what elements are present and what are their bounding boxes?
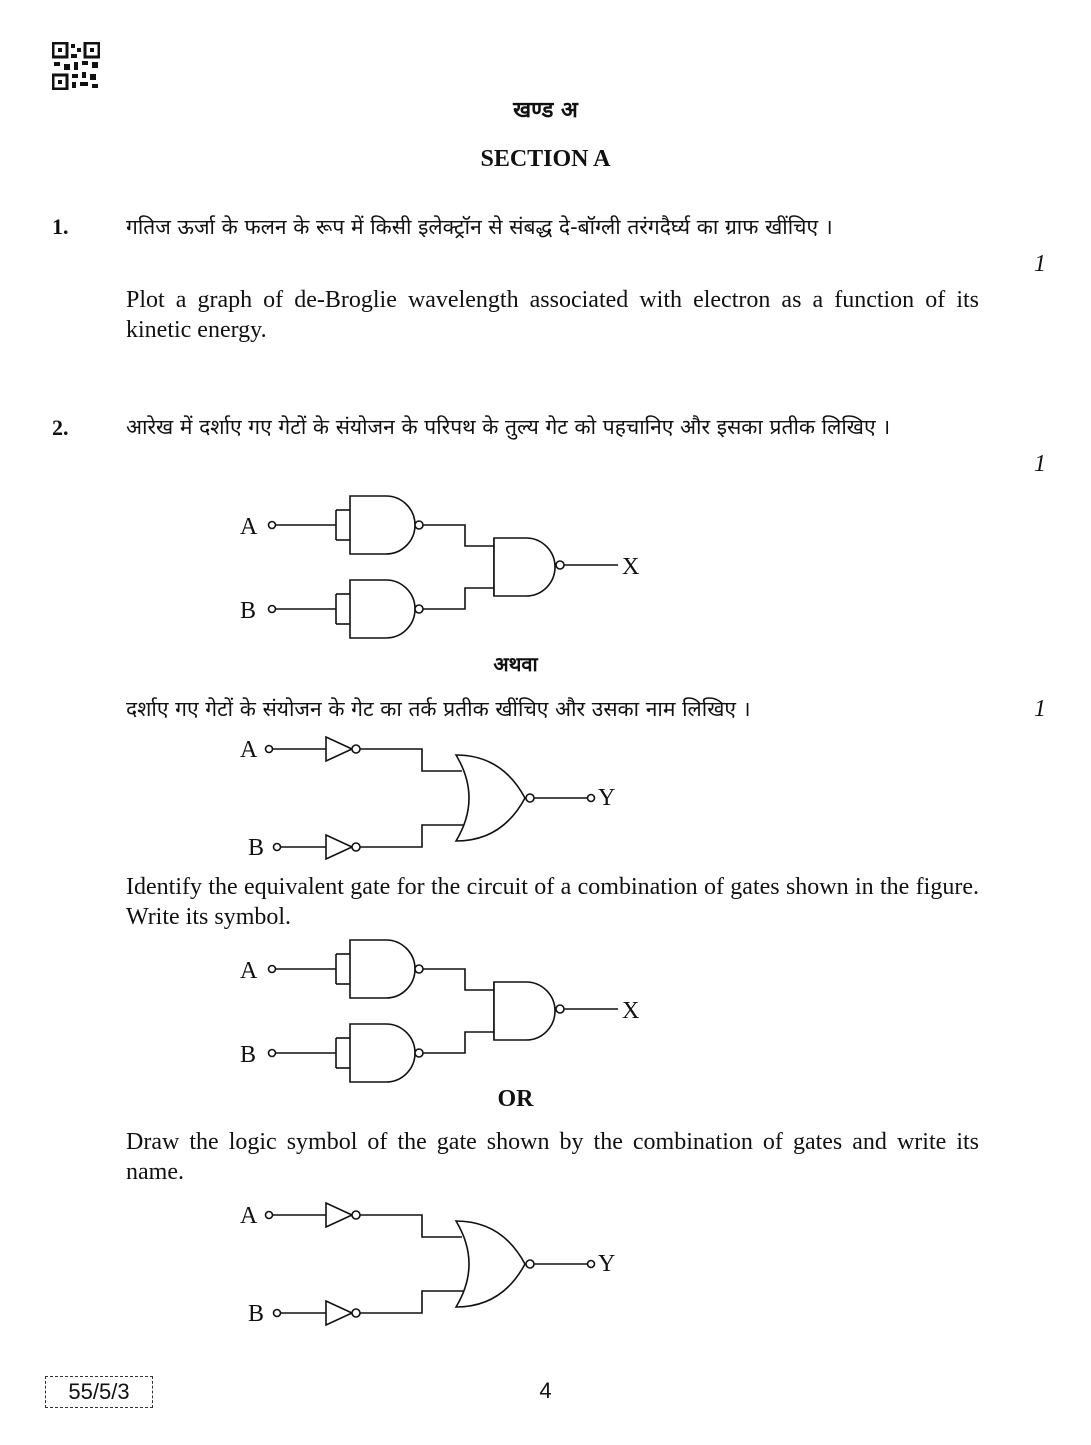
section-heading-hindi: खण्ड अ	[513, 97, 578, 123]
output-label: X	[622, 998, 640, 1024]
paper-code: 55/5/3	[45, 1376, 153, 1408]
input-a-label: A	[240, 737, 258, 763]
question-text: Plot a graph of de-Broglie wavelength associated with electron as a function of its kinetic energy.	[126, 287, 979, 343]
question-text-hindi: गतिज ऊर्जा के फलन के रूप में किसी इलेक्ट्रॉन से संबद्ध दे-बॉग्ली तरंगदैर्घ्य का ग्राफ खींचिए ।	[126, 215, 833, 239]
nor-gate-circuit	[240, 733, 640, 863]
question-text: Draw the logic symbol of the gate shown by the combination of gates and write its name.	[126, 1129, 979, 1185]
question-text: Identify the equivalent gate for the circuit of a combination of gates shown in the figure. Write its symbol.	[126, 874, 979, 930]
output-label: Y	[598, 785, 616, 811]
input-a-label: A	[240, 958, 258, 984]
input-b-label: B	[240, 1042, 257, 1068]
or-divider: OR	[497, 1086, 534, 1112]
question-text-hindi: दर्शाए गए गेटों के संयोजन के गेट का तर्क प्रतीक खींचिए और उसका नाम लिखिए ।	[126, 697, 751, 721]
input-b-label: B	[240, 598, 257, 624]
question-marks: 1	[1034, 451, 1046, 477]
or-divider-hindi: अथवा	[493, 652, 538, 676]
output-label: Y	[598, 1251, 616, 1277]
qr-code	[52, 42, 100, 90]
section-heading: SECTION A	[480, 146, 611, 172]
input-a-label: A	[240, 1203, 258, 1229]
output-label: X	[622, 554, 640, 580]
question-marks: 1	[1034, 251, 1046, 277]
page-number: 4	[539, 1378, 552, 1403]
nand-gate-circuit	[236, 932, 656, 1072]
question-text-hindi: आरेख में दर्शाए गए गेटों के संयोजन के परिपथ के तुल्य गेट को पहचानिए और इसका प्रतीक लिखिए ।	[126, 415, 891, 439]
nand-gate-circuit	[236, 488, 656, 628]
input-b-label: B	[248, 835, 265, 861]
nor-gate-circuit	[240, 1199, 640, 1329]
input-a-label: A	[240, 514, 258, 540]
input-b-label: B	[248, 1301, 265, 1327]
question-number: 2.	[52, 415, 69, 440]
question-marks: 1	[1034, 696, 1046, 722]
question-number: 1.	[52, 214, 69, 239]
